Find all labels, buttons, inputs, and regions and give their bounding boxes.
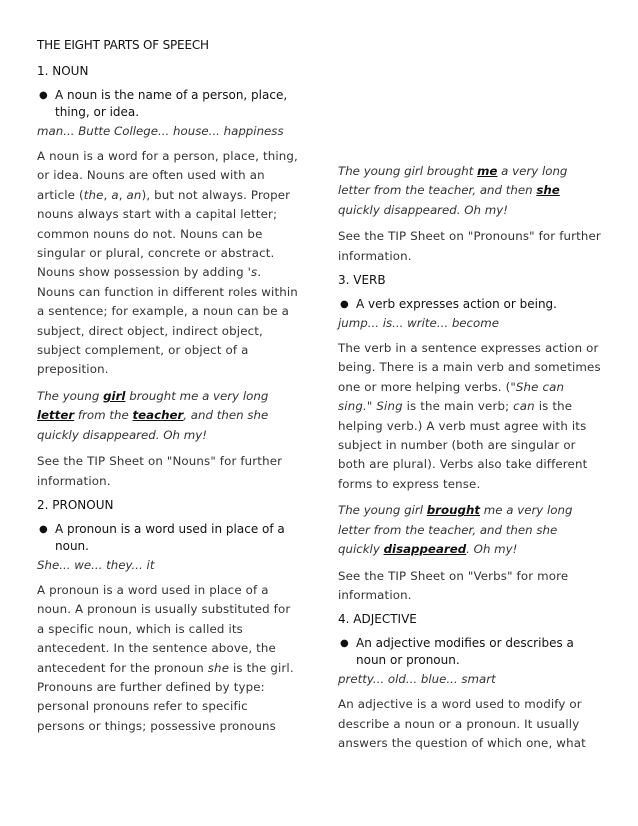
pronoun-tip: See the TIP Sheet on "Pronouns" for further information. — [338, 229, 601, 263]
highlight-she: she — [536, 183, 560, 198]
noun-bullet-text: A noun is the name of a person, place, thing, or idea. — [55, 88, 288, 119]
pronoun-heading: 2. PRONOUN — [37, 497, 114, 512]
verb-tip: See the TIP Sheet on "Verbs" for more information. — [338, 568, 569, 602]
noun-heading: 1. NOUN — [37, 64, 89, 78]
bullet-dot-icon: ● — [340, 299, 349, 311]
right-column — [338, 38, 602, 761]
verb-heading: 3. VERB — [338, 273, 386, 288]
bullet-dot-icon: ● — [39, 523, 48, 535]
adjective-bullet-text: An adjective modifies or describes a noun or pronoun. — [356, 636, 574, 668]
pronoun-examples: She... we... they... it — [37, 557, 155, 572]
highlight-me: me — [477, 164, 498, 178]
left-column — [37, 38, 299, 743]
verb-examples: jump... is... write... become — [338, 316, 500, 331]
pronoun-bullet — [37, 521, 299, 555]
adjective-bullet — [338, 635, 602, 669]
document-title: THE EIGHT PARTS OF SPEECH — [37, 38, 209, 52]
highlight-disappeared: disappeared — [383, 542, 467, 557]
noun-example-sentence: The young girl brought me a very long letter from the teacher, and then she quickly disappeared. Oh my! — [37, 388, 269, 442]
pronoun-paragraph-start: A pronoun is a word used in place of a noun. A pronoun is usually substituted for a specific noun, which is called its antecedent. In the sentence above, the antecedent for the pronoun she is the girl. Pronouns are further defined by type: personal pronouns refer to specific persons or things; possessive pronouns — [37, 582, 294, 733]
noun-examples: man... Butte College... house... happiness — [37, 124, 284, 138]
highlight-letter: letter — [37, 408, 75, 423]
adjective-examples: pretty... old... blue... smart — [338, 672, 496, 687]
noun-paragraph: A noun is a word for a person, place, thing, or idea. Nouns are often used with an article (the, a, an), but not always. Proper nouns always start with a capital letter; common nouns do not. Nouns can be singular or plural, concrete or abstract. Nouns show possession by adding 's. Nouns can function in different roles within a sentence; for example, a noun can be a subject, direct object, indirect object, subject complement, or object of a preposition. — [37, 149, 298, 377]
pronoun-paragraph-continued — [338, 38, 602, 155]
verb-bullet — [338, 296, 602, 313]
verb-paragraph: The verb in a sentence expresses action or being. There is a main verb and sometimes one or more helping verbs. ("She can sing." Sing is the main verb; can is the helping verb.) A verb must agree with its subject in number (both are singular or both are plural). Verbs also take different forms to express tense. — [338, 341, 601, 491]
noun-bullet — [37, 87, 299, 121]
verb-bullet-text: A verb expresses action or being. — [356, 297, 557, 312]
bullet-dot-icon: ● — [39, 90, 48, 101]
verb-example-sentence: The young girl brought me a very long letter from the teacher, and then she quickly disappeared. Oh my! — [338, 503, 573, 557]
pronoun-bullet-text: A pronoun is a word used in place of a noun. — [55, 521, 285, 553]
highlight-girl: girl — [103, 388, 126, 403]
pronoun-example-sentence: The young girl brought me a very long letter from the teacher, and then she quickly disappeared. Oh my! — [338, 164, 568, 217]
noun-tip: See the TIP Sheet on "Nouns" for further information. — [37, 454, 283, 488]
adjective-paragraph: An adjective is a word used to modify or describe a noun or a pronoun. It usually answers the question of which one, what — [338, 697, 586, 751]
bullet-dot-icon: ● — [340, 638, 349, 650]
adjective-heading: 4. ADJECTIVE — [338, 612, 417, 627]
highlight-teacher: teacher — [132, 408, 184, 423]
highlight-brought: brought — [426, 503, 480, 518]
